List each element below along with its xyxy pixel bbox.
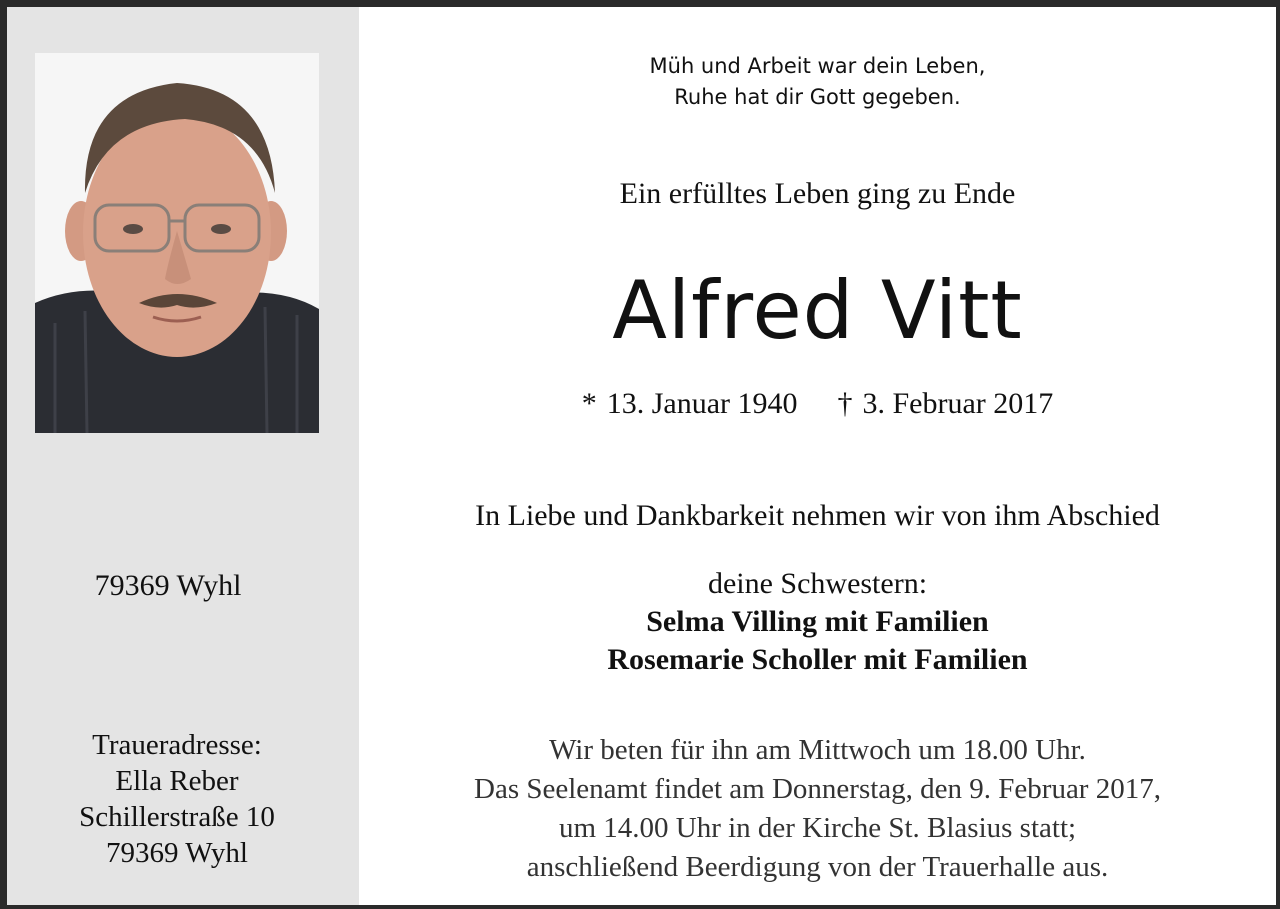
family-relation: deine Schwestern: — [707, 567, 928, 600]
motto-line: Ruhe hat dir Gott gegeben. — [674, 85, 961, 109]
portrait-illustration — [35, 53, 319, 433]
sidebar-panel — [7, 7, 359, 905]
birth-date: 13. Januar 1940 — [606, 387, 798, 420]
death-date: 3. Februar 2017 — [862, 387, 1054, 420]
portrait-photo — [35, 53, 319, 433]
deceased-name: Alfred Vitt — [612, 264, 1023, 357]
service-line: anschließend Beerdigung von der Trauerhalle aus. — [526, 851, 1109, 883]
mourning-address — [7, 727, 347, 871]
death-cross-symbol: † — [837, 387, 853, 420]
address-name: Ella Reber — [115, 765, 239, 797]
motto-line: Müh und Arbeit war dein Leben, — [649, 54, 986, 78]
address-label: Traueradresse: — [92, 729, 262, 761]
birth-symbol: * — [581, 387, 597, 420]
service-details — [359, 731, 1276, 887]
farewell-line: In Liebe und Dankbarkeit nehmen wir von ihm Abschied — [475, 499, 1160, 532]
family-block — [359, 565, 1276, 679]
service-line: um 14.00 Uhr in der Kirche St. Blasius statt; — [558, 812, 1077, 844]
service-line: Das Seelenamt findet am Donnerstag, den 9. Februar 2017, — [474, 773, 1161, 805]
intro-line: Ein erfülltes Leben ging zu Ende — [619, 177, 1016, 210]
residence-town: 79369 Wyhl — [94, 569, 242, 602]
address-street: Schillerstraße 10 — [79, 801, 275, 833]
address-town: 79369 Wyhl — [106, 837, 248, 869]
main-content — [359, 7, 1276, 905]
service-line: Wir beten für ihn am Mittwoch um 18.00 Uhr. — [549, 734, 1086, 766]
family-member: Rosemarie Scholler mit Familien — [607, 643, 1028, 676]
motto-verse — [359, 51, 1276, 113]
family-member: Selma Villing mit Familien — [646, 605, 989, 638]
life-dates — [359, 387, 1276, 421]
